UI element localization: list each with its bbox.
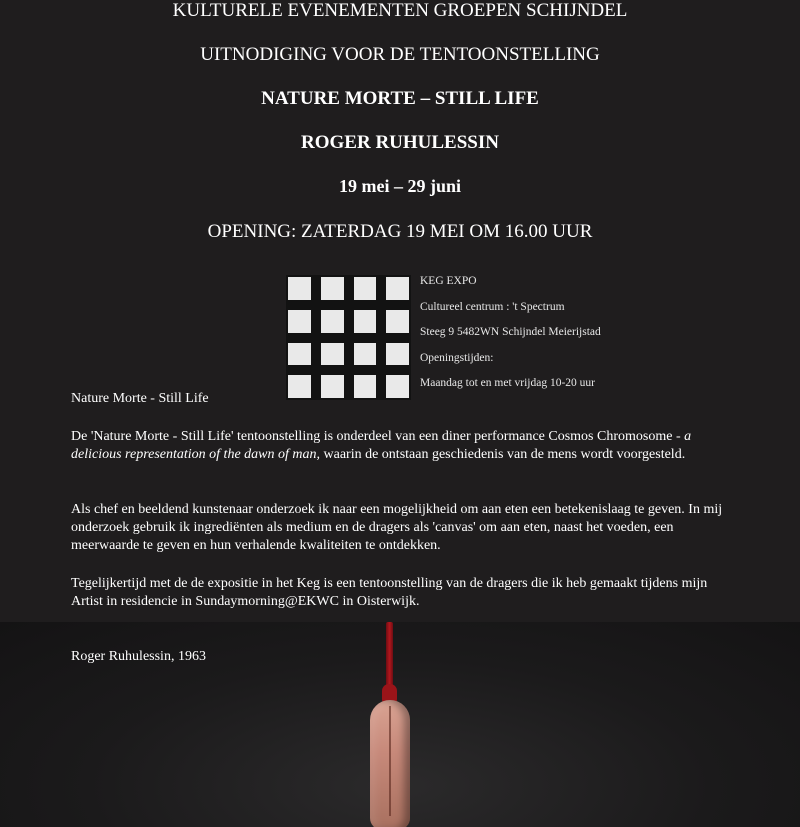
p1-start: De 'Nature Morte - Still Life' tentoonstelling is onderdeel van een diner performance Cosmos Chromosome -	[71, 429, 685, 444]
logo-tile	[386, 310, 409, 333]
logo-tile	[354, 277, 377, 300]
logo-tile	[321, 343, 344, 366]
exhibition-dates: 19 mei – 29 juni	[338, 176, 461, 196]
p1-italic: a delicious representation of the dawn of man,	[71, 429, 692, 462]
paragraph-intro	[71, 428, 741, 464]
logo-tile	[386, 343, 409, 366]
venue-center: Cultureel centrum : 't Spectrum	[420, 300, 565, 313]
signature: Roger Ruhulessin, 1963	[71, 649, 206, 664]
exhibition-title: NATURE MORTE – STILL LIFE	[261, 88, 539, 109]
keg-logo-grid	[286, 275, 411, 400]
logo-tile	[386, 277, 409, 300]
opening-line: OPENING: ZATERDAG 19 MEI OM 16.00 UUR	[207, 221, 593, 242]
organization-name: KULTURELE EVENEMENTEN GROEPEN SCHIJNDEL	[172, 0, 628, 21]
logo-tile	[321, 310, 344, 333]
paragraph-research: Als chef en beeldend kunstenaar onderzoek ik naar een mogelijkheid om aan eten een betekenislaag te geven. In mij onderzoek gebruik ik ingrediënten als medium en de dragers als 'canvas' om aan eten, naast het voeden, een meerwaarde te geven en hun verhalende kwaliteiten te ontdekken.	[71, 502, 723, 553]
logo-tile	[288, 277, 311, 300]
logo-tile	[354, 343, 377, 366]
paragraph-residency: Tegelijkertijd met de de expositie in het Keg is een tentoonstelling van de dragers die ik heb gemaakt tijdens mijn Artist in residencie in Sundaymorning@EKWC in Oisterwijk.	[71, 576, 708, 609]
venue-info	[420, 271, 720, 399]
bound-hands	[370, 700, 410, 827]
p1-end: waarin de ontstaan geschiedenis van de mens wordt voorgesteld.	[320, 447, 686, 462]
invitation-line: UITNODIGING VOOR DE TENTOONSTELLING	[200, 44, 600, 65]
venue-hours-label: Openingstijden:	[420, 351, 494, 364]
logo-tile	[288, 310, 311, 333]
body-heading: Nature Morte - Still Life	[71, 391, 209, 406]
artist-name: ROGER RUHULESSIN	[301, 132, 499, 153]
logo-tile	[321, 277, 344, 300]
logo-tile	[288, 343, 311, 366]
logo-tile	[354, 310, 377, 333]
venue-address: Steeg 9 5482WN Schijndel Meierijstad	[420, 326, 601, 338]
venue-hours: Maandag tot en met vrijdag 10-20 uur	[420, 377, 596, 389]
venue-name: KEG EXPO	[420, 275, 477, 287]
